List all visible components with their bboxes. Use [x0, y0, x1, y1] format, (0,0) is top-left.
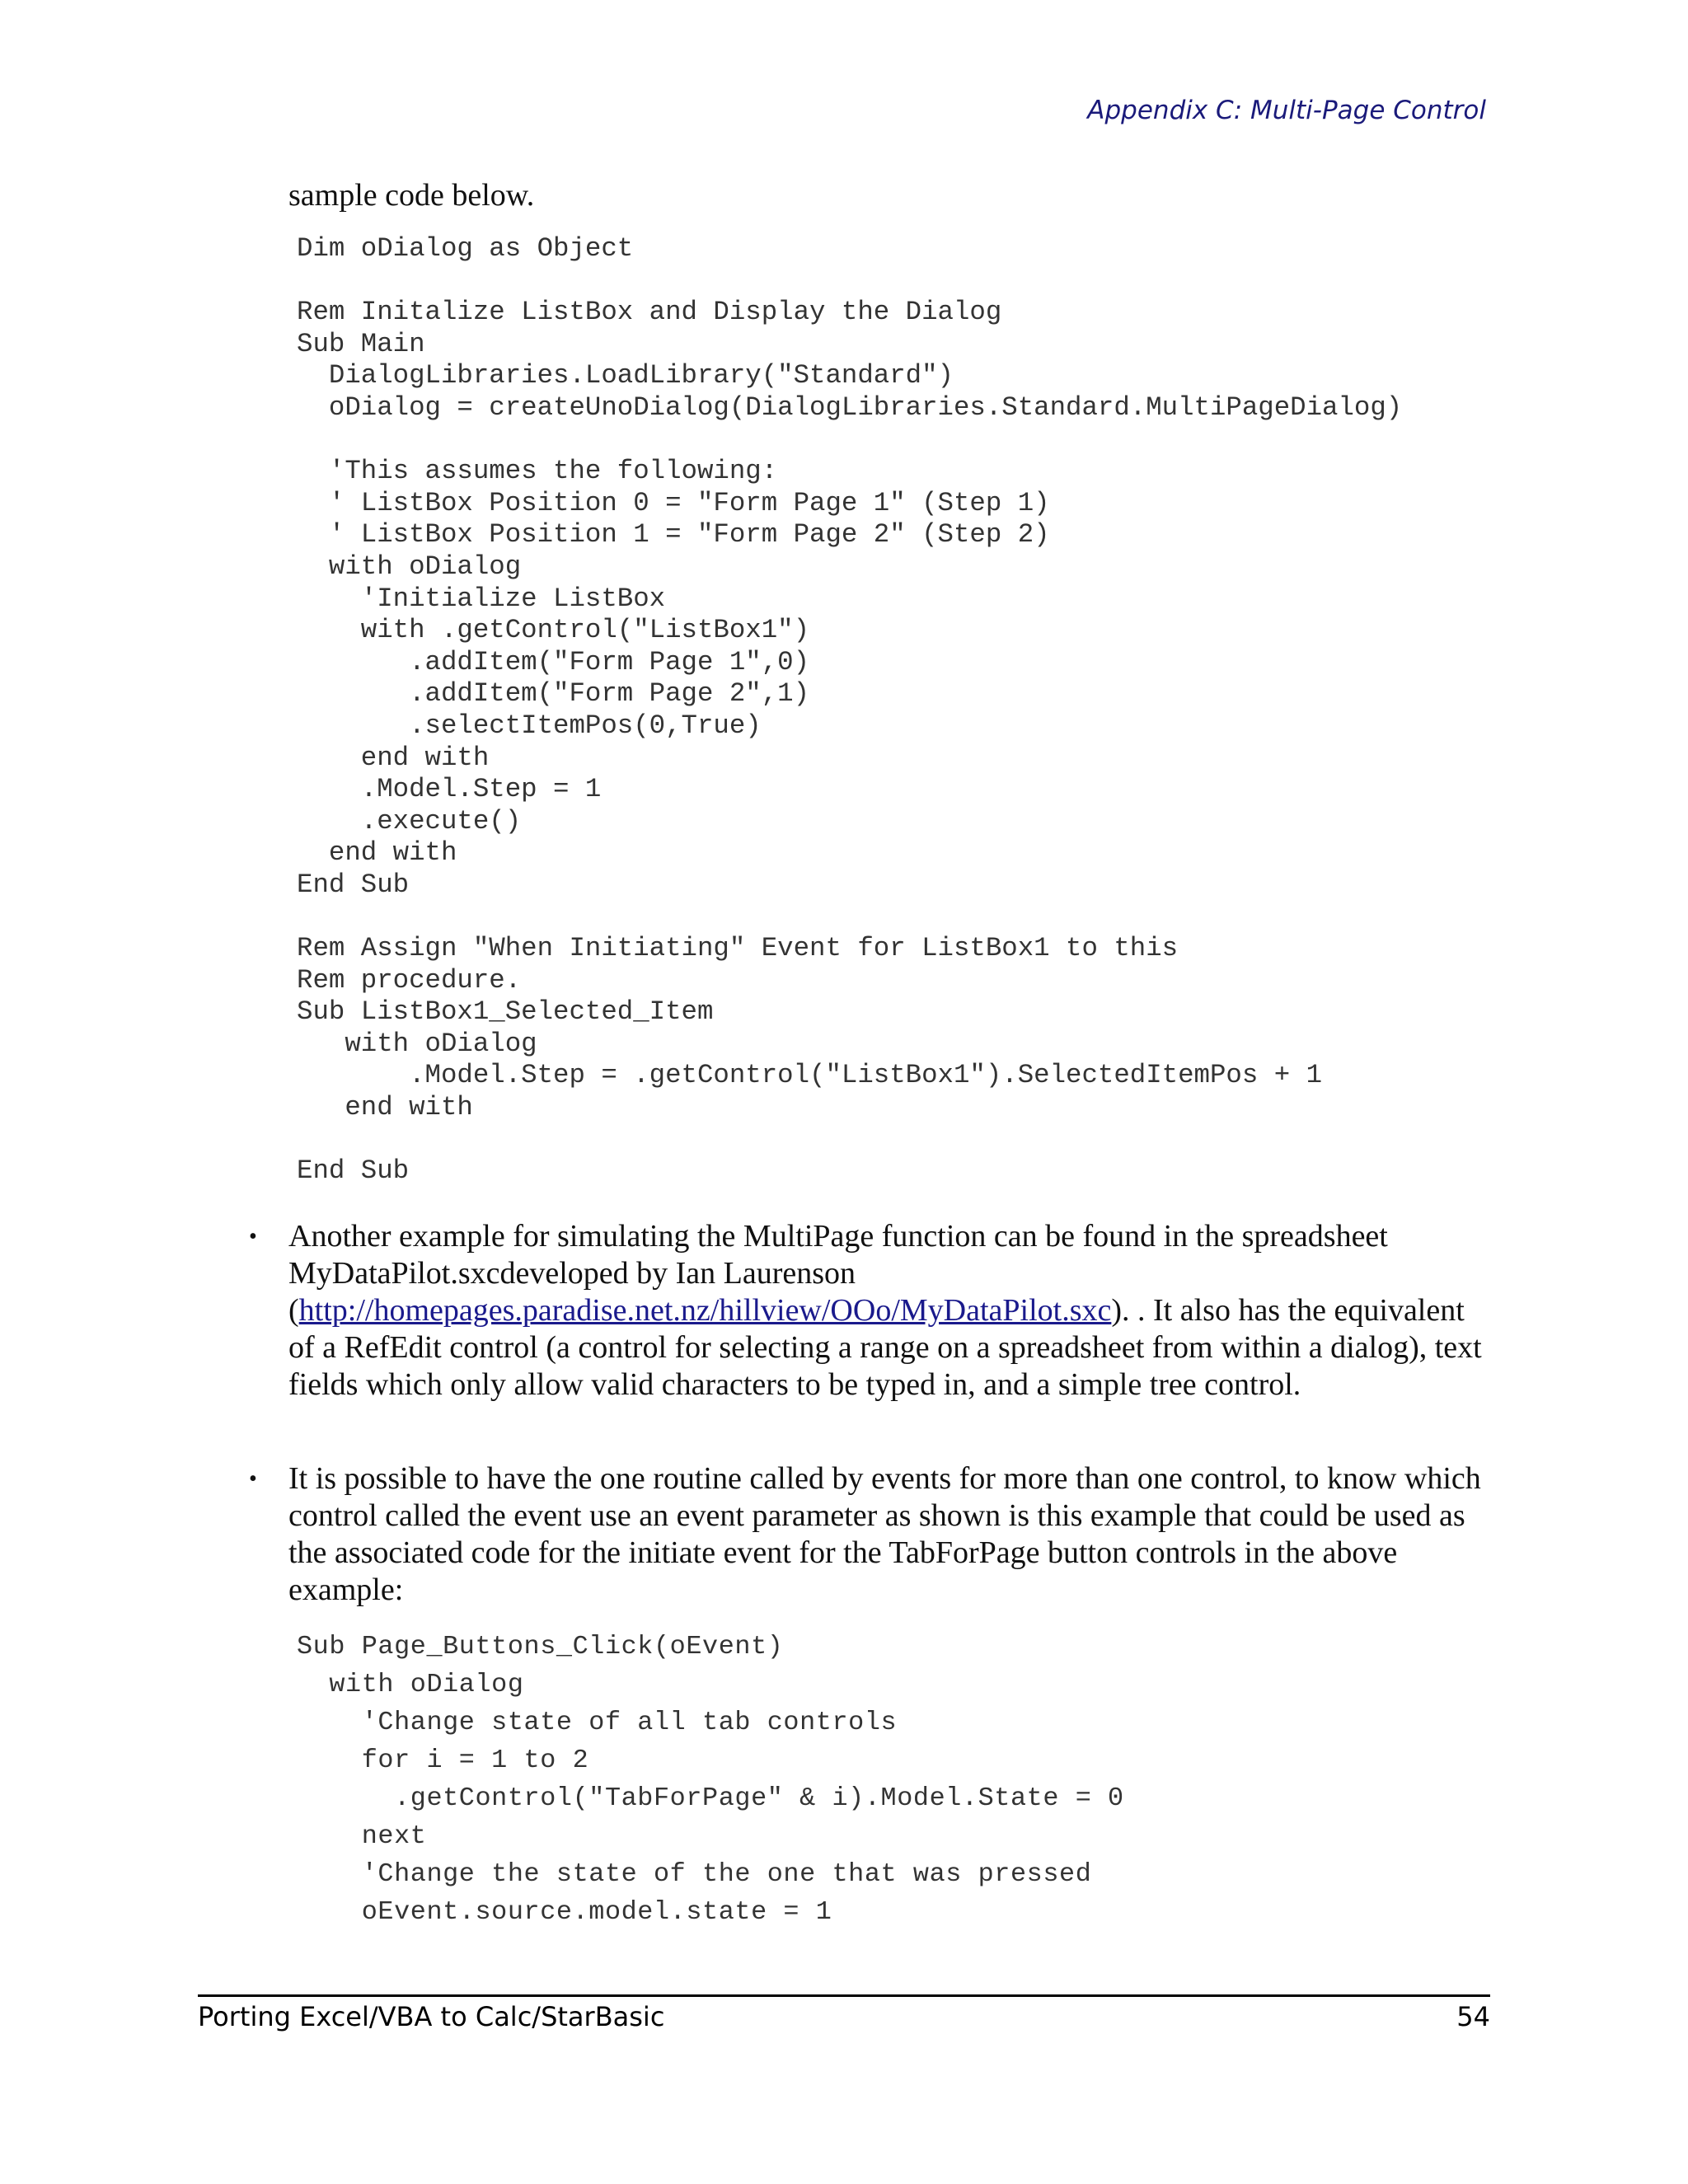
code-line: .addItem("Form Page 2",1): [297, 678, 810, 710]
code-line: with oDialog: [297, 551, 522, 582]
mydatapilot-link[interactable]: http://homepages.paradise.net.nz/hillview/OOo/MyDataPilot.sxc: [298, 1293, 1112, 1328]
code-line: End Sub: [297, 869, 410, 900]
footer-rule: [198, 1994, 1490, 1997]
code-line: 'Change state of all tab controls: [297, 1708, 898, 1737]
code-block-page-buttons-click: [297, 1628, 1124, 1931]
bullet-marker: •: [249, 1466, 257, 1492]
code-line: Rem Assign "When Initiating" Event for ListBox1 to this: [297, 933, 1179, 964]
running-header: Appendix C: Multi-Page Control: [1087, 96, 1486, 125]
bullet-text-after-link: ). . It also has the equivalent of a RefEdit control (a control for selecting a range on a spreadsheet from within a dialog), text fields which only allow valid characters to be typed in, and a simple tree control.: [288, 1293, 1482, 1402]
code-line: Rem procedure.: [297, 964, 522, 996]
code-line: DialogLibraries.LoadLibrary("Standard"): [297, 360, 954, 391]
code-line: with oDialog: [297, 1670, 524, 1699]
code-line: with .getControl("ListBox1"): [297, 615, 810, 646]
code-line: next: [297, 1821, 427, 1851]
code-line: oEvent.source.model.state = 1: [297, 1897, 832, 1927]
intro-text: sample code below.: [288, 178, 535, 213]
bullet-item-event-parameter: [249, 1460, 1496, 1609]
code-line: .Model.Step = .getControl("ListBox1").SelectedItemPos + 1: [297, 1060, 1323, 1091]
code-line: with oDialog: [297, 1028, 537, 1059]
code-line: Rem Initalize ListBox and Display the Dialog: [297, 297, 1002, 328]
code-line: Sub Page_Buttons_Click(oEvent): [297, 1632, 784, 1661]
bullet-item-mydatapilot: [249, 1218, 1496, 1404]
code-line: .selectItemPos(0,True): [297, 710, 762, 741]
code-line: .addItem("Form Page 1",0): [297, 646, 810, 677]
code-line: .getControl("TabForPage" & i).Model.State = 0: [297, 1783, 1124, 1813]
code-line: Sub ListBox1_Selected_Item: [297, 996, 714, 1028]
code-line: end with: [297, 1092, 473, 1123]
code-line: 'Change the state of the one that was pressed: [297, 1859, 1092, 1889]
code-line: end with: [297, 837, 457, 869]
code-line: Sub Main: [297, 328, 425, 359]
code-line: Dim oDialog as Object: [297, 233, 634, 264]
footer-title: Porting Excel/VBA to Calc/StarBasic: [198, 2001, 665, 2032]
code-line: ' ListBox Position 0 = "Form Page 1" (Step 1): [297, 487, 1050, 518]
code-line: End Sub: [297, 1155, 410, 1187]
page-number: 54: [1456, 2001, 1490, 2032]
code-line: 'This assumes the following:: [297, 456, 778, 487]
bullet-marker: •: [249, 1224, 257, 1249]
code-line: 'Initialize ListBox: [297, 583, 666, 614]
code-line: ' ListBox Position 1 = "Form Page 2" (Step 2): [297, 519, 1050, 551]
code-line: for i = 1 to 2: [297, 1746, 589, 1775]
code-line: end with: [297, 742, 490, 773]
code-line: oDialog = createUnoDialog(DialogLibraries.Standard.MultiPageDialog): [297, 391, 1403, 423]
bullet-text: It is possible to have the one routine called by events for more than one control, to know which control called the event use an event parameter as shown is this example that could be used as the associated code for the initiate event for the TabForPage button controls in the above example:: [288, 1461, 1481, 1607]
code-line: .Model.Step = 1: [297, 774, 602, 805]
bullet-text-before-link: Another example for simulating the MultiPage function can be found in the spreadsheet MyDataPilot.sxcdeveloped by Ian Laurenson (: [288, 1219, 1388, 1328]
code-line: .execute(): [297, 805, 522, 837]
code-block-main-listbox: [297, 233, 1402, 1188]
